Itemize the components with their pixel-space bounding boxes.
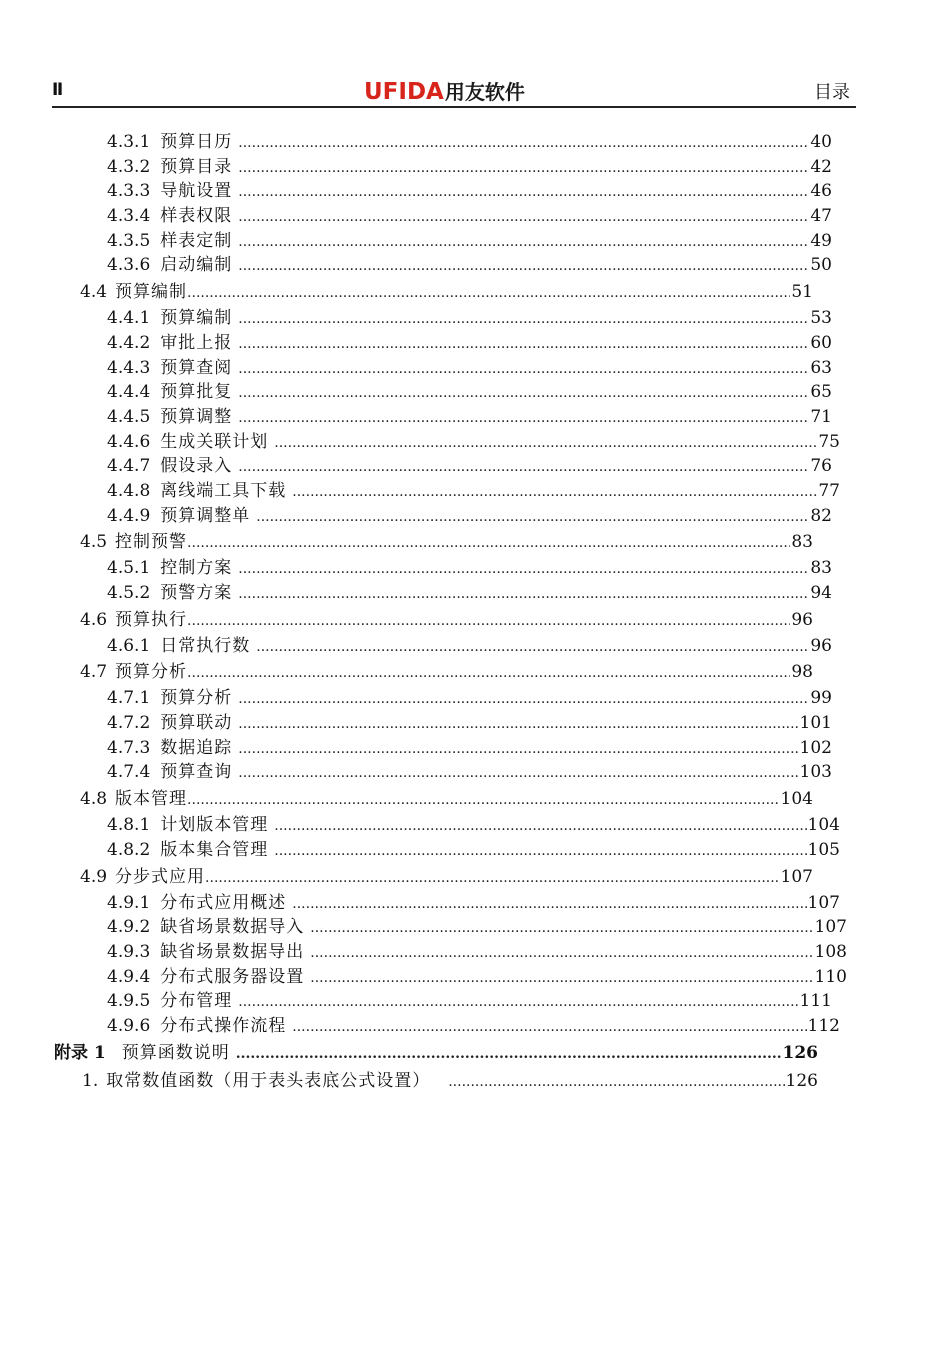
- toc-entry-page: 51: [791, 282, 813, 303]
- toc-entry-title: 数据追踪: [160, 737, 233, 758]
- toc-entry-page: 42: [810, 156, 832, 177]
- toc-leader-dots: [238, 307, 809, 332]
- toc-leader-dots: [238, 205, 809, 230]
- toc-entry-number: 4.7: [80, 662, 108, 683]
- toc-entry-page: 99: [810, 688, 832, 709]
- toc-entry[interactable]: [0, 915, 950, 940]
- toc-entry[interactable]: [0, 331, 950, 356]
- toc-entry-page: 40: [810, 132, 832, 152]
- toc-entry[interactable]: [0, 606, 950, 634]
- toc-entry[interactable]: [0, 504, 950, 529]
- toc-entry[interactable]: [0, 891, 950, 916]
- toc-entry-title: 预警方案: [160, 583, 233, 603]
- toc-entry[interactable]: [0, 581, 950, 606]
- toc-entry-title: 导航设置: [160, 181, 233, 202]
- toc-entry-number: 4.4.2: [107, 332, 151, 353]
- toc-entry[interactable]: [0, 813, 950, 838]
- toc-entry-title: 预算日历: [160, 132, 233, 152]
- toc-leader-dots: [205, 864, 780, 892]
- toc-entry[interactable]: [0, 356, 950, 381]
- toc-leader-dots: [238, 737, 798, 762]
- toc-entry-page: 104: [780, 789, 813, 810]
- toc-entry-number: 4.7.1: [107, 688, 151, 709]
- toc-entry-title: 缺省场景数据导入: [160, 917, 305, 938]
- toc-leader-dots: [292, 480, 817, 505]
- toc-entry-title: 控制方案: [160, 558, 233, 579]
- toc-entry[interactable]: [0, 989, 950, 1014]
- toc-entry-page: 83: [810, 558, 832, 579]
- toc-leader-dots: [274, 814, 806, 839]
- toc-entry-number: 4.3.2: [107, 156, 151, 177]
- toc-leader-dots: [448, 1068, 784, 1096]
- toc-entry-page: 94: [810, 583, 832, 603]
- toc-entry[interactable]: [0, 528, 950, 556]
- toc-entry-title: 预算查阅: [160, 357, 233, 378]
- toc-leader-dots: [310, 966, 813, 991]
- toc-entry-number: 4.3.3: [107, 181, 151, 202]
- toc-leader-dots: [256, 505, 809, 530]
- toc-entry[interactable]: [0, 658, 950, 686]
- toc-entry[interactable]: [0, 179, 950, 204]
- toc-entry-title: 预算联动: [160, 713, 233, 734]
- toc-entry-title: 版本集合管理: [160, 839, 269, 860]
- toc-entry[interactable]: [0, 278, 950, 306]
- toc-entry-number: 4.4.4: [107, 382, 151, 403]
- toc-entry[interactable]: [0, 229, 950, 254]
- toc-entry-page: 96: [810, 635, 832, 656]
- toc-entry-title: 预算调整单: [160, 505, 251, 526]
- toc-entry-number: 4.5: [80, 532, 108, 553]
- toc-entry-number: 4.9.3: [107, 941, 151, 962]
- section-title: 目录: [814, 82, 850, 103]
- toc-entry-page: 47: [810, 206, 832, 227]
- toc-entry-page: 107: [780, 866, 813, 887]
- toc-leader-dots: [238, 381, 809, 406]
- toc-entry-number: 4.3.1: [107, 132, 151, 152]
- toc-leader-dots: [292, 892, 806, 917]
- toc-leader-dots: [187, 786, 780, 814]
- toc-entry[interactable]: [0, 155, 950, 180]
- toc-entry[interactable]: [0, 1039, 950, 1067]
- toc-leader-dots: [238, 990, 798, 1015]
- toc-entry-number: 4.9.2: [107, 917, 151, 938]
- toc-leader-dots: [274, 431, 817, 456]
- toc-leader-dots: [292, 1015, 806, 1040]
- toc-entry-page: 65: [810, 382, 832, 403]
- toc-entry-page: 49: [810, 230, 832, 251]
- toc-leader-dots: [256, 635, 809, 660]
- toc-entry-number: 4.8.2: [107, 839, 151, 860]
- toc-entry[interactable]: [0, 940, 950, 965]
- toc-entry-page: 105: [807, 839, 840, 860]
- toc-entry[interactable]: [0, 634, 950, 659]
- toc-entry-number: 4.4.3: [107, 357, 151, 378]
- toc-entry[interactable]: [0, 785, 950, 813]
- toc-leader-dots: [238, 131, 809, 156]
- toc-entry-title: 分布管理: [160, 991, 233, 1012]
- toc-entry-number: 4.3.4: [107, 206, 151, 227]
- toc-entry-title: 预算编制: [160, 308, 233, 329]
- toc-entry-page: 104: [807, 815, 840, 836]
- toc-entry-page: 126: [782, 1042, 818, 1063]
- toc-leader-dots: [238, 230, 809, 255]
- toc-entry[interactable]: [0, 479, 950, 504]
- toc-entry-number: 4.4.6: [107, 431, 151, 452]
- toc-entry-page: 107: [814, 917, 847, 938]
- toc-entry-title: 预算函数说明: [121, 1042, 230, 1063]
- toc-entry-title: 样表定制: [160, 230, 233, 251]
- toc-entry[interactable]: [0, 556, 950, 581]
- toc-entry[interactable]: [0, 760, 950, 785]
- toc-leader-dots: [238, 406, 809, 431]
- toc-entry[interactable]: [0, 736, 950, 761]
- toc-entry-title: 离线端工具下载: [160, 480, 287, 501]
- toc-entry-title: 计划版本管理: [160, 815, 269, 836]
- toc-leader-dots: [238, 687, 809, 712]
- toc-leader-dots: [238, 254, 809, 279]
- toc-entry[interactable]: [0, 306, 950, 331]
- toc-entry-title: 预算批复: [160, 382, 233, 403]
- toc-entry-number: 4.4.1: [107, 308, 151, 329]
- toc-entry-page: 71: [810, 406, 832, 427]
- toc-entry-number: 4.9.4: [107, 966, 151, 987]
- toc-entry-title: 日常执行数: [160, 635, 251, 656]
- toc-leader-dots: [238, 582, 809, 607]
- toc-entry-title: 假设录入: [160, 456, 233, 477]
- logo-text-en: UFIDA: [364, 79, 444, 105]
- toc-entry-number: 4.7.3: [107, 737, 151, 758]
- toc-leader-dots: [236, 1040, 782, 1068]
- table-of-contents: [0, 130, 950, 1095]
- toc-leader-dots: [238, 156, 809, 181]
- toc-entry-page: 83: [791, 532, 813, 553]
- toc-entry[interactable]: [0, 1014, 950, 1039]
- toc-entry-page: 46: [810, 181, 832, 202]
- toc-leader-dots: [274, 839, 806, 864]
- toc-entry-page: 60: [810, 332, 832, 353]
- toc-entry-page: 77: [818, 480, 840, 501]
- toc-entry-page: 108: [814, 941, 847, 962]
- toc-entry-number: 4.4: [80, 282, 108, 303]
- toc-entry-page: 75: [818, 431, 840, 452]
- toc-entry[interactable]: [0, 130, 950, 155]
- toc-entry-number: 附录 1: [54, 1042, 106, 1063]
- toc-entry[interactable]: [0, 380, 950, 405]
- toc-entry-number: 4.9.5: [107, 991, 151, 1012]
- toc-entry-number: 4.7.2: [107, 713, 151, 734]
- page-number: Ⅱ: [52, 80, 64, 100]
- toc-entry-number: 4.5.2: [107, 583, 151, 603]
- toc-leader-dots: [238, 180, 809, 205]
- toc-entry-page: 63: [810, 357, 832, 378]
- toc-entry-page: 126: [785, 1070, 818, 1091]
- toc-entry-page: 50: [810, 255, 832, 276]
- toc-entry-title: 启动编制: [160, 255, 233, 276]
- toc-entry-title: 分步式应用: [115, 866, 206, 887]
- toc-entry[interactable]: [0, 1067, 950, 1095]
- toc-entry-page: 103: [799, 762, 832, 783]
- toc-entry[interactable]: [0, 686, 950, 711]
- toc-leader-dots: [310, 941, 813, 966]
- page-header: [52, 74, 856, 108]
- toc-entry-number: 4.4.9: [107, 505, 151, 526]
- toc-entry-title: 预算执行: [115, 609, 188, 630]
- toc-leader-dots: [238, 712, 798, 737]
- toc-entry-page: 76: [810, 456, 832, 477]
- toc-entry-title: 缺省场景数据导出: [160, 941, 305, 962]
- toc-entry-number: 4.6.1: [107, 635, 151, 656]
- toc-entry-number: 4.8: [80, 789, 108, 810]
- toc-entry-page: 112: [807, 1015, 840, 1036]
- toc-entry[interactable]: [0, 454, 950, 479]
- toc-entry-number: 4.5.1: [107, 558, 151, 579]
- toc-entry-page: 110: [814, 966, 847, 987]
- toc-leader-dots: [187, 659, 790, 687]
- toc-entry[interactable]: [0, 863, 950, 891]
- toc-entry[interactable]: [0, 430, 950, 455]
- toc-entry-page: 53: [810, 308, 832, 329]
- toc-leader-dots: [238, 455, 809, 480]
- toc-leader-dots: [187, 529, 790, 557]
- toc-entry-title: 审批上报: [160, 332, 233, 353]
- toc-entry[interactable]: [0, 965, 950, 990]
- toc-entry-title: 预算调整: [160, 406, 233, 427]
- toc-entry-title: 样表权限: [160, 206, 233, 227]
- toc-entry-title: 分布式服务器设置: [160, 966, 305, 987]
- toc-entry-title: 预算分析: [160, 688, 233, 709]
- toc-entry-page: 107: [807, 892, 840, 913]
- toc-leader-dots: [238, 332, 809, 357]
- toc-entry-title: 取常数值函数（用于表头表底公式设置）: [106, 1070, 431, 1091]
- toc-leader-dots: [238, 357, 809, 382]
- toc-entry-page: 98: [791, 662, 813, 683]
- toc-entry-title: 分布式应用概述: [160, 892, 287, 913]
- toc-entry-number: 4.4.8: [107, 480, 151, 501]
- toc-entry-number: 4.3.5: [107, 230, 151, 251]
- toc-entry-page: 111: [799, 991, 832, 1012]
- toc-entry-page: 101: [799, 713, 832, 734]
- toc-entry-title: 预算分析: [115, 662, 188, 683]
- toc-entry[interactable]: [0, 253, 950, 278]
- toc-leader-dots: [187, 279, 790, 307]
- toc-leader-dots: [187, 607, 790, 635]
- ufida-logo: [364, 76, 525, 105]
- toc-entry-page: 82: [810, 505, 832, 526]
- toc-entry-title: 预算查询: [160, 762, 233, 783]
- toc-entry[interactable]: [0, 711, 950, 736]
- toc-leader-dots: [238, 761, 798, 786]
- toc-leader-dots: [238, 557, 809, 582]
- toc-entry-number: 4.8.1: [107, 815, 151, 836]
- logo-text-cn: 用友软件: [444, 80, 525, 104]
- toc-entry-title: 版本管理: [115, 789, 188, 810]
- toc-entry-title: 分布式操作流程: [160, 1015, 287, 1036]
- toc-entry-number: 1.: [82, 1070, 99, 1091]
- toc-entry-title: 预算编制: [115, 282, 188, 303]
- toc-entry-number: 4.9.6: [107, 1015, 151, 1036]
- toc-entry-number: 4.4.5: [107, 406, 151, 427]
- toc-entry-number: 4.3.6: [107, 255, 151, 276]
- toc-entry-number: 4.7.4: [107, 762, 151, 783]
- toc-entry-number: 4.6: [80, 609, 108, 630]
- toc-entry-page: 96: [791, 609, 813, 630]
- toc-entry-title: 控制预警: [115, 532, 188, 553]
- toc-leader-dots: [310, 916, 813, 941]
- toc-entry[interactable]: [0, 204, 950, 229]
- toc-entry[interactable]: [0, 405, 950, 430]
- toc-entry-number: 4.9.1: [107, 892, 151, 913]
- toc-entry-number: 4.4.7: [107, 456, 151, 477]
- toc-entry-title: 生成关联计划: [160, 431, 269, 452]
- toc-entry-number: 4.9: [80, 866, 108, 887]
- toc-entry-page: 102: [799, 737, 832, 758]
- toc-entry[interactable]: [0, 838, 950, 863]
- toc-entry-title: 预算目录: [160, 156, 233, 177]
